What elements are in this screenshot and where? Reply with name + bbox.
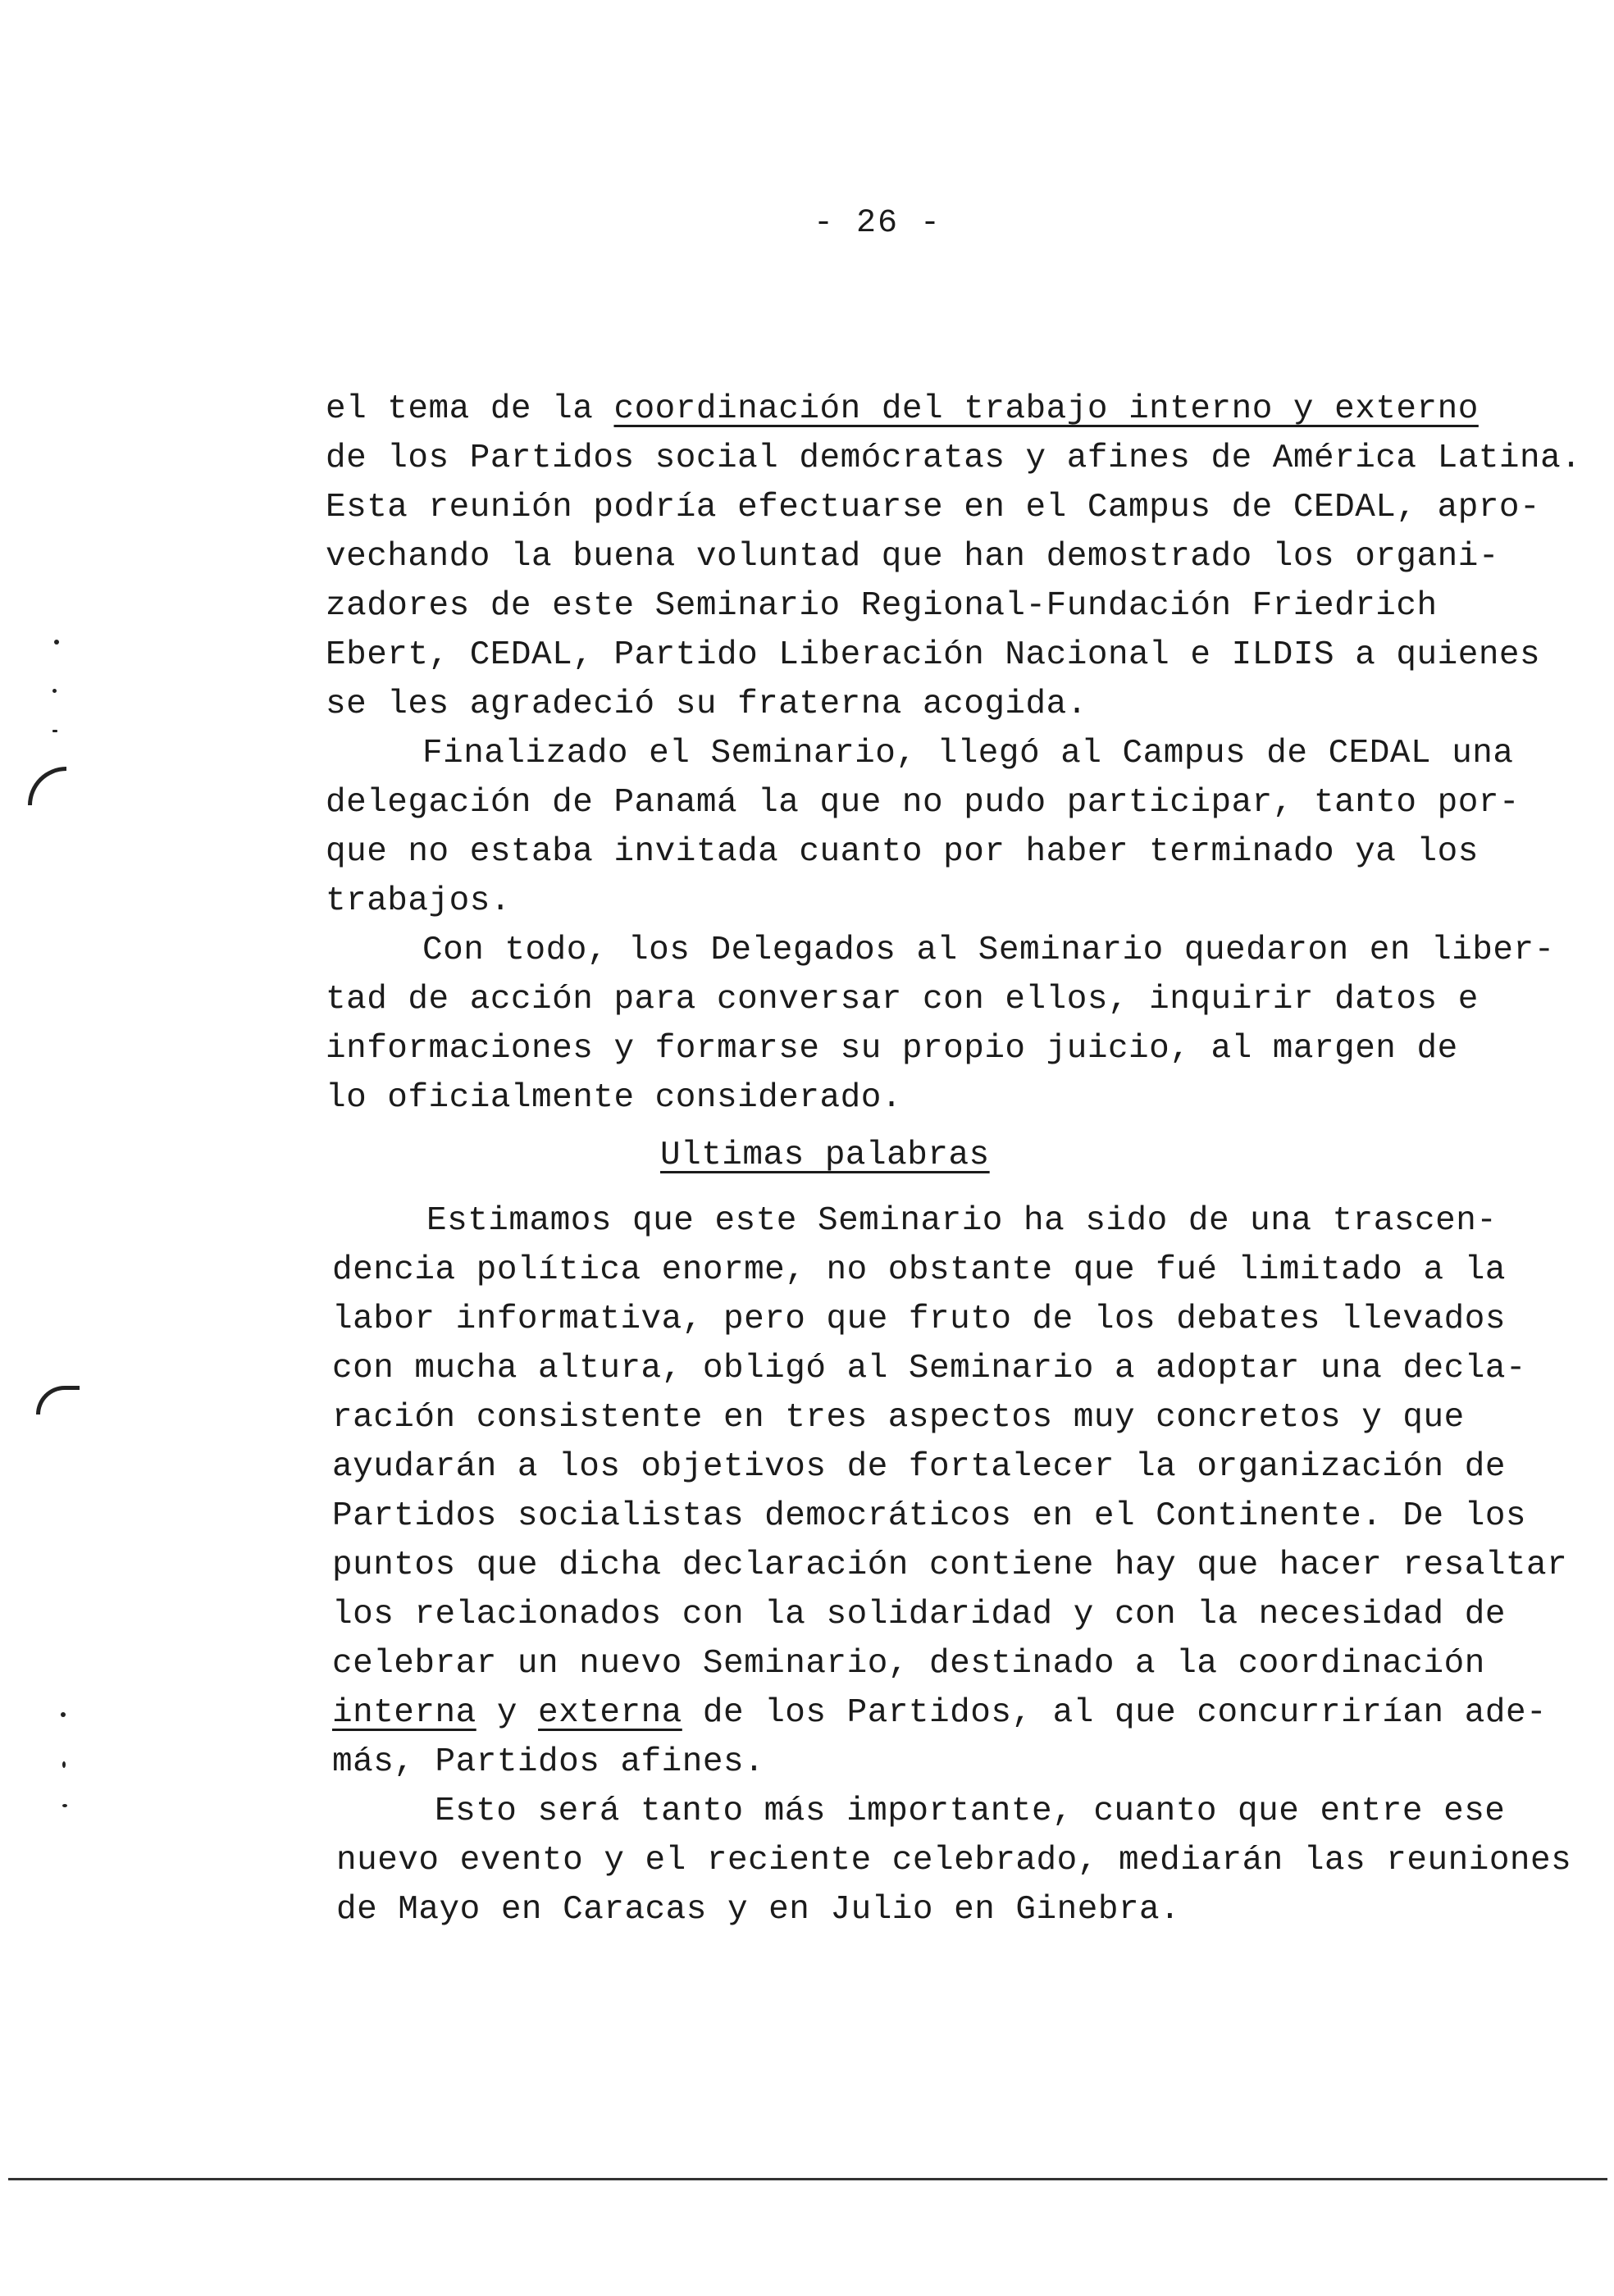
text-line: informaciones y formarse su propio juicio, al margen de <box>326 1030 1458 1068</box>
text-line: Con todo, los Delegados al Seminario quedaron en liber- <box>422 932 1555 969</box>
text-line: con mucha altura, obligó al Seminario a adoptar una decla- <box>332 1350 1527 1387</box>
text-line <box>326 385 1479 433</box>
text-line: ayudarán a los objetivos de fortalecer la organización de <box>332 1448 1506 1486</box>
section-heading <box>660 1132 990 1179</box>
text-line: trabajos. <box>326 882 511 920</box>
text-fragment: de los Partidos, al que concurrirían ade- <box>682 1694 1548 1732</box>
text-line: zadores de este Seminario Regional-Fundación Friedrich <box>326 587 1438 625</box>
text-line: dencia política enorme, no obstante que fué limitado a la <box>332 1251 1506 1289</box>
text-line: celebrar un nuevo Seminario, destinado a la coordinación <box>332 1645 1485 1683</box>
text-line <box>332 1689 1547 1737</box>
underlined-phrase: coordinación del trabajo interno y externo <box>613 390 1479 428</box>
margin-dot <box>62 1761 66 1768</box>
underlined-word: externa <box>538 1694 682 1732</box>
text-fragment: el tema de la <box>326 390 614 428</box>
text-line: Esta reunión podría efectuarse en el Campus de CEDAL, apro- <box>326 489 1541 526</box>
text-line: Estimamos que este Seminario ha sido de una trascen- <box>426 1202 1498 1240</box>
text-line: los relacionados con la solidaridad y con la necesidad de <box>332 1596 1506 1633</box>
text-line: Partidos socialistas democráticos en el Continente. De los <box>332 1497 1527 1535</box>
bottom-rule <box>8 2178 1607 2180</box>
text-line: se les agradeció su fraterna acogida. <box>326 686 1087 723</box>
section-heading-text: Ultimas palabras <box>660 1137 990 1174</box>
margin-dot <box>52 689 57 693</box>
text-line: delegación de Panamá la que no pudo participar, tanto por- <box>326 784 1521 822</box>
text-line: ración consistente en tres aspectos muy concretos y que <box>332 1399 1465 1437</box>
text-line: Esto será tanto más importante, cuanto que entre ese <box>435 1793 1506 1830</box>
text-line: tad de acción para conversar con ellos, inquirir datos e <box>326 981 1479 1018</box>
text-line: Finalizado el Seminario, llegó al Campus de CEDAL una <box>422 735 1514 772</box>
text-line: más, Partidos afines. <box>332 1743 765 1781</box>
text-line: de Mayo en Caracas y en Julio en Ginebra. <box>336 1891 1181 1929</box>
margin-dot <box>61 1712 66 1717</box>
underlined-word: interna <box>332 1694 476 1732</box>
page-number: - 26 - <box>813 205 942 242</box>
text-line: lo oficialmente considerado. <box>326 1079 902 1117</box>
margin-dash <box>52 730 57 732</box>
text-line: labor informativa, pero que fruto de los debates llevados <box>332 1301 1506 1338</box>
text-line: Ebert, CEDAL, Partido Liberación Nacional e ILDIS a quienes <box>326 636 1541 674</box>
text-line: puntos que dicha declaración contiene hay que hacer resaltar <box>332 1547 1568 1584</box>
margin-dot <box>54 640 59 645</box>
hole-punch-arc <box>36 1386 80 1414</box>
text-line: de los Partidos social demócratas y afines de América Latina. <box>326 440 1582 477</box>
text-fragment: y <box>476 1694 539 1732</box>
text-line: vechando la buena voluntad que han demostrado los organi- <box>326 538 1499 576</box>
text-line: que no estaba invitada cuanto por haber terminado ya los <box>326 833 1479 871</box>
hole-punch-arc <box>28 767 66 805</box>
text-line: nuevo evento y el reciente celebrado, mediarán las reuniones <box>336 1842 1572 1879</box>
margin-dot <box>62 1804 67 1807</box>
